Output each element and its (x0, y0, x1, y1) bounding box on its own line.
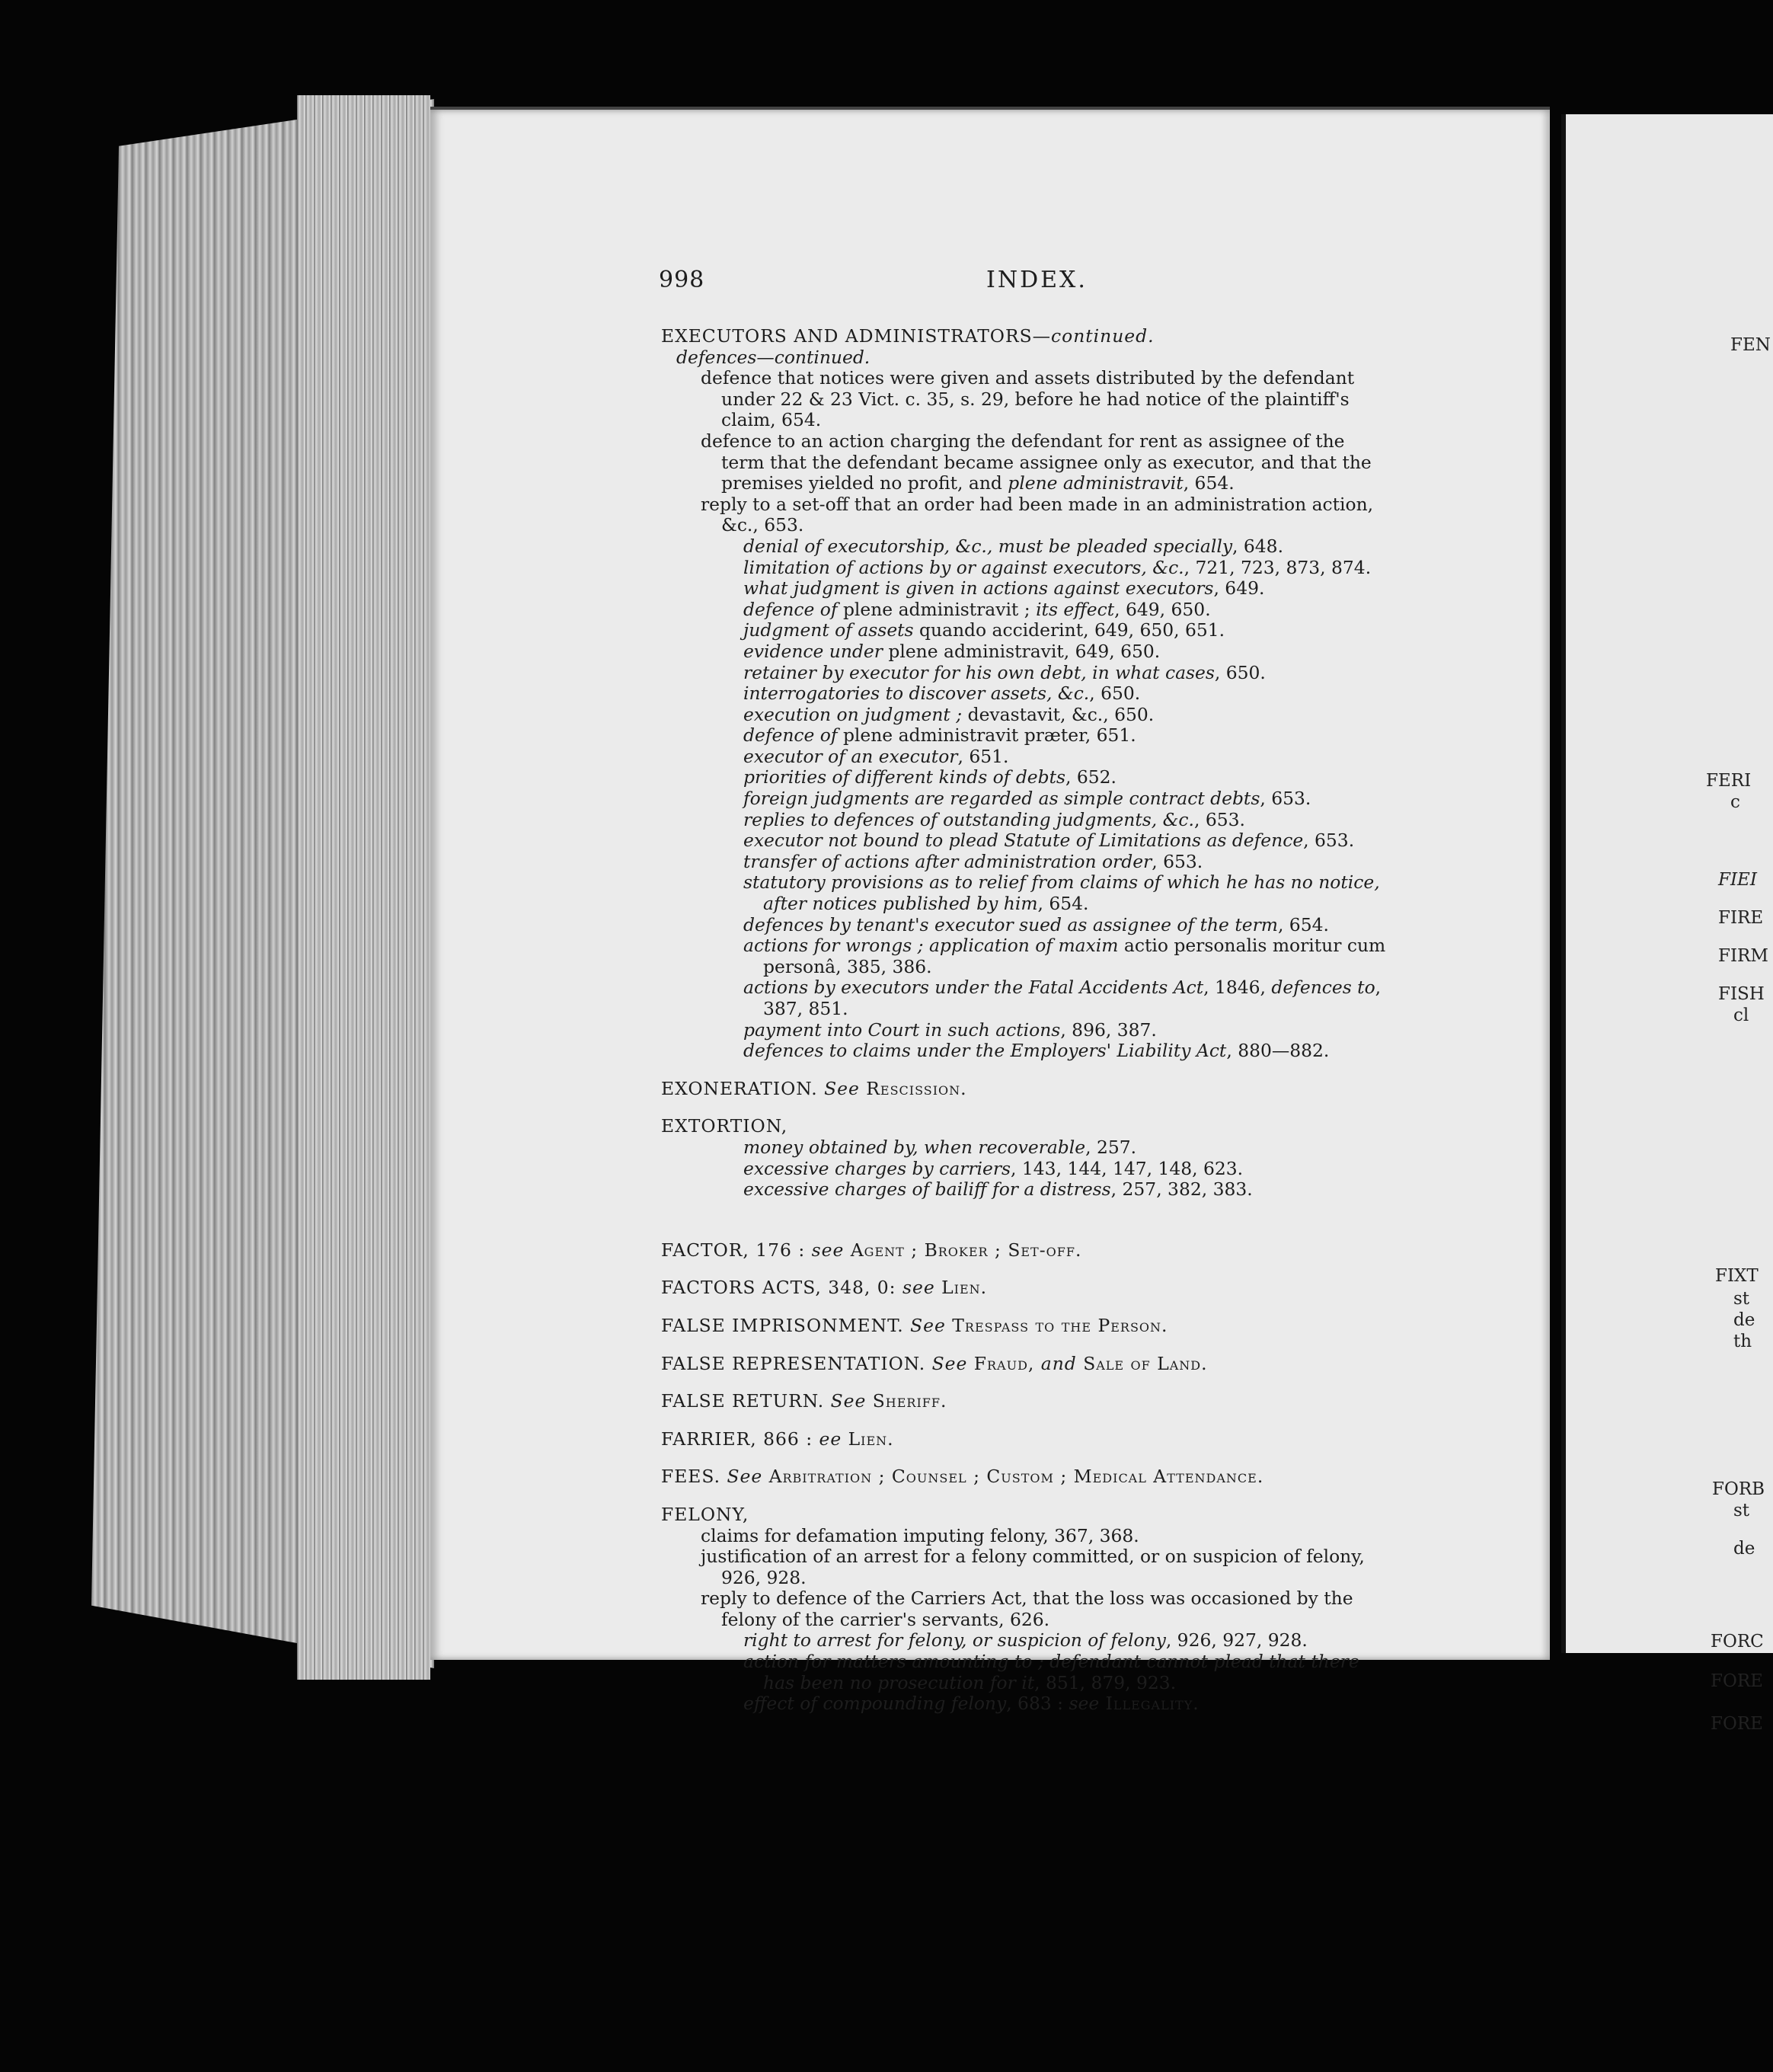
entry-exoneration: EXONERATION. See Rescission. (661, 1077, 967, 1099)
italic-subentry: defence of plene administravit ; its effect, 649, 650. (743, 598, 1211, 620)
page-edges-inner (297, 95, 430, 1680)
italic-subentry: excessive charges of bailiff for a distress, 257, 382, 383. (743, 1178, 1253, 1201)
italic-subentry: excessive charges by carriers, 143, 144, 147, 148, 623. (743, 1157, 1244, 1179)
italic-subentry: evidence under plene administravit, 649, 650. (743, 640, 1161, 662)
entry-extortion: EXTORTION, (661, 1115, 788, 1137)
index-entry: FALSE IMPRISONMENT. See Trespass to the Person. (661, 1314, 1168, 1336)
italic-subentry: transfer of actions after administration order, 653. (743, 850, 1203, 872)
subentry: justification of an arrest for a felony committed, or on suspicion of felony, 926, 928. (701, 1546, 1365, 1588)
right-page-fragment: FISH (1718, 984, 1765, 1004)
right-page-fragment: FIEI (1718, 870, 1757, 890)
entry-list (661, 1240, 1392, 1488)
italic-subentry: effect of compounding felony, 683 : see Illegality. (743, 1693, 1200, 1715)
italic-subentry: right to arrest for felony, or suspicion of felony, 926, 927, 928. (743, 1629, 1308, 1652)
italic-subentry: judgment of assets quando acciderint, 649, 650, 651. (743, 619, 1225, 641)
right-page-fragment: st (1733, 1289, 1750, 1309)
right-page-fragment: FORC (1711, 1632, 1764, 1652)
right-page-fragment: st (1733, 1501, 1750, 1520)
subentry-list (661, 1137, 1392, 1201)
italic-subentry: actions by executors under the Fatal Accidents Act, 1846, defences to, 387, 851. (743, 977, 1382, 1019)
entry-heading: EXECUTORS AND ADMINISTRATORS—continued. (661, 325, 1155, 347)
subentry: reply to defence of the Carriers Act, that the loss was occasioned by the felony of the carrier's servants, 626. (701, 1588, 1353, 1630)
italic-subentry: denial of executorship, &c., must be pleaded specially, 648. (743, 535, 1283, 557)
subentry: reply to a set-off that an order had been made in an administration action, &c., 653. (701, 493, 1374, 536)
italic-subentry: actions for wrongs ; application of maxim actio personalis moritur cum personâ, 385, 386. (743, 935, 1386, 977)
italic-subentry: limitation of actions by or against executors, &c., 721, 723, 873, 874. (743, 556, 1372, 578)
right-page-fragment: de (1733, 1310, 1755, 1330)
index-entry: FACTORS ACTS, 348, 0: see Lien. (661, 1277, 988, 1299)
italic-subentry: action for matters amounting to ; defendant cannot plead that there has been no prosecution for it, 851, 879, 923. (743, 1651, 1359, 1693)
italic-subentry: retainer by executor for his own debt, in what cases, 650. (743, 661, 1266, 683)
right-page-fragment: FIRM (1718, 946, 1768, 966)
italic-subentry: what judgment is given in actions against executors, 649. (743, 577, 1265, 600)
index-content (661, 326, 1392, 1715)
right-page-fragment: th (1733, 1332, 1752, 1351)
italic-subentry: interrogatories to discover assets, &c., 650. (743, 683, 1141, 705)
subentry: claims for defamation imputing felony, 367, 368. (701, 1524, 1139, 1546)
index-entry: FALSE REPRESENTATION. See Fraud, and Sale of Land. (661, 1352, 1208, 1374)
italic-subentry: defence of plene administravit præter, 651. (743, 724, 1136, 747)
right-page-fragment: FORE (1711, 1714, 1763, 1734)
page-title: INDEX. (986, 267, 1088, 293)
right-page-fragment: cl (1733, 1006, 1749, 1025)
right-page-fragment: FEN (1730, 335, 1771, 355)
right-page-fragment: c (1730, 792, 1740, 812)
italic-subentry: defences by tenant's executor sued as assignee of the term, 654. (743, 913, 1329, 935)
subentry-list (661, 1630, 1392, 1714)
index-entry: FEES. See Arbitration ; Counsel ; Custom ; Medical Attendance. (661, 1466, 1264, 1488)
italic-subentry: payment into Court in such actions, 896, 387. (743, 1018, 1157, 1041)
right-page-fragment: FORE (1711, 1671, 1763, 1691)
subheading: defences—continued. (676, 346, 871, 368)
subentry-list (661, 536, 1392, 1062)
right-page-fragment: de (1733, 1539, 1755, 1559)
right-page-fragment: FIRE (1718, 908, 1764, 928)
italic-subentry: money obtained by, when recoverable, 257. (743, 1136, 1137, 1158)
right-page-fragment: FERI (1706, 771, 1752, 791)
subentry: defence that notices were given and assets distributed by the defendant under 22 & 23 Vict. c. 35, s. 29, before he had notice of the plaintiff's claim, 654. (701, 367, 1355, 431)
entry-felony: FELONY, (661, 1503, 749, 1525)
page-number: 998 (659, 267, 705, 293)
subentry: defence to an action charging the defendant for rent as assignee of the term that the defendant became assignee only as executor, and that the premises yielded no profit, and plene administravit, 654. (701, 430, 1372, 494)
italic-subentry: statutory provisions as to relief from claims of which he has no notice, after notices published by him, 654. (743, 871, 1380, 915)
index-entry: FALSE RETURN. See Sheriff. (661, 1390, 947, 1412)
index-entry: FARRIER, 866 : ee Lien. (661, 1428, 894, 1450)
italic-subentry: replies to defences of outstanding judgments, &c., 653. (743, 808, 1245, 830)
right-page-fragment: FORB (1712, 1479, 1765, 1499)
italic-subentry: execution on judgment ; devastavit, &c., 650. (743, 703, 1155, 725)
italic-subentry: defences to claims under the Employers' Liability Act, 880—882. (743, 1040, 1330, 1062)
right-page-fragment: FIXT (1715, 1266, 1759, 1286)
italic-subentry: executor of an executor, 651. (743, 745, 1009, 767)
italic-subentry: executor not bound to plead Statute of Limitations as defence, 653. (743, 830, 1355, 852)
italic-subentry: foreign judgments are regarded as simple contract debts, 653. (743, 788, 1311, 810)
index-entry: FACTOR, 176 : see Agent ; Broker ; Set-off. (661, 1239, 1082, 1261)
italic-subentry: priorities of different kinds of debts, 652. (743, 766, 1117, 788)
